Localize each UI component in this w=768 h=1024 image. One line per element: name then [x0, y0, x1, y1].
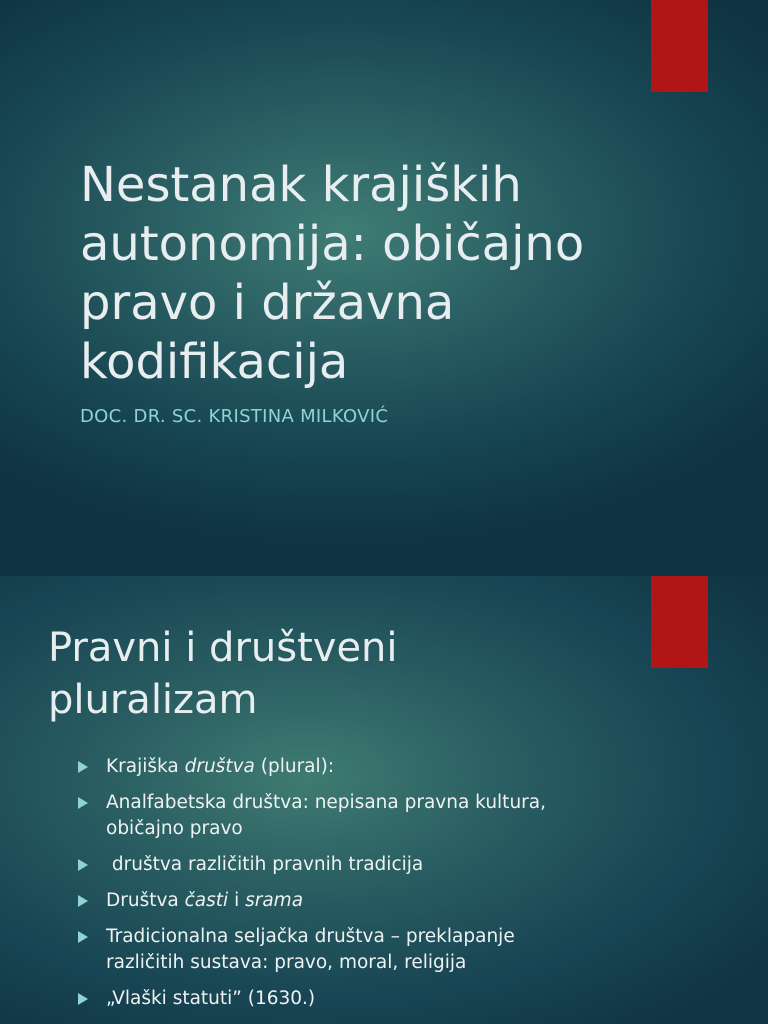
title-line: pravo i državna — [80, 275, 455, 331]
list-item — [78, 924, 698, 976]
list-item — [78, 888, 698, 914]
list-item — [78, 754, 698, 780]
accent-bar — [651, 576, 708, 668]
bullet-text — [106, 888, 698, 914]
bullet-text: Analfabetska društva: nepisana pravna kultura, — [106, 792, 546, 813]
bullet-text-part: Društva — [106, 890, 185, 911]
bullet-text: „Vlaški statuti” (1630.) — [106, 988, 316, 1009]
bullet-text: običajno pravo — [106, 818, 243, 839]
title-line: Pravni i društveni — [48, 625, 398, 671]
list-item — [78, 852, 698, 878]
title-line: Nestanak krajiških — [80, 157, 522, 213]
triangle-right-icon — [78, 761, 88, 773]
bullet-text-part: i — [228, 890, 246, 911]
bullet-text-emphasis: srama — [245, 890, 304, 911]
list-item — [78, 790, 698, 842]
triangle-right-icon — [78, 797, 88, 809]
title-line: pluralizam — [48, 677, 258, 723]
slide-title — [48, 622, 398, 726]
bullet-text — [106, 754, 698, 780]
slide-title — [80, 156, 680, 392]
bullet-text: društva različitih pravnih tradicija — [106, 854, 424, 875]
triangle-right-icon — [78, 931, 88, 943]
title-line: kodifikacija — [80, 334, 349, 390]
title-line: autonomija: običajno — [80, 216, 585, 272]
bullet-text-part: Krajiška — [106, 756, 185, 777]
slide-subtitle: DOC. DR. SC. KRISTINA MILKOVIĆ — [80, 406, 389, 427]
triangle-right-icon — [78, 895, 88, 907]
triangle-right-icon — [78, 859, 88, 871]
content-slide — [0, 576, 768, 1024]
bullet-list — [78, 754, 698, 1022]
bullet-text-emphasis: časti — [184, 890, 229, 911]
bullet-text-part: (plural): — [254, 756, 335, 777]
accent-bar — [651, 0, 708, 92]
triangle-right-icon — [78, 993, 88, 1005]
bullet-text: Tradicionalna seljačka društva – preklapanje — [106, 926, 515, 947]
list-item — [78, 986, 698, 1012]
bullet-text-emphasis: društva — [184, 756, 255, 777]
bullet-text: različitih sustava: pravo, moral, religija — [106, 952, 467, 973]
